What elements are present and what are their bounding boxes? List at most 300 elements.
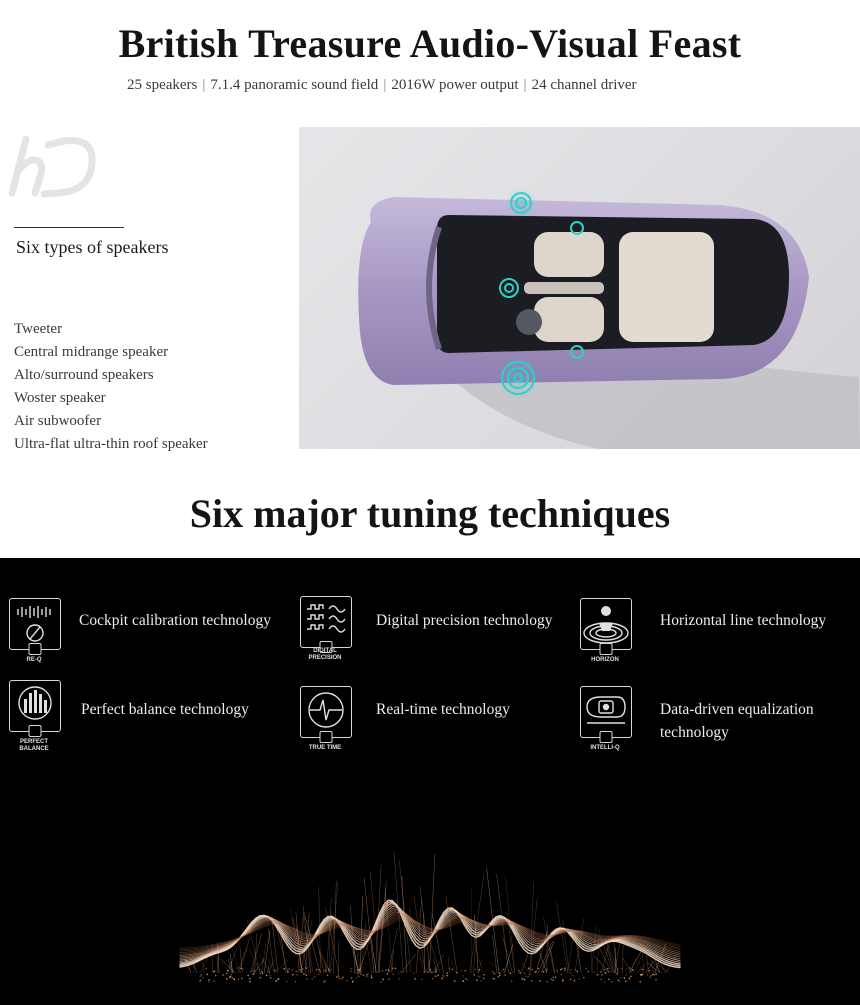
wave-dot bbox=[483, 974, 485, 976]
wave-dot bbox=[561, 968, 563, 970]
wave-dot bbox=[629, 977, 631, 979]
intelli-q-icon bbox=[580, 686, 632, 738]
wave-dot bbox=[601, 974, 603, 976]
wave-dot bbox=[499, 973, 501, 975]
wave-dot bbox=[318, 969, 320, 971]
wave-dot bbox=[400, 971, 402, 973]
wave-dot bbox=[447, 972, 449, 974]
wave-dot bbox=[249, 978, 251, 980]
list-item: Air subwoofer bbox=[14, 413, 102, 429]
re-q-icon bbox=[9, 598, 61, 650]
wave-dot bbox=[414, 978, 416, 980]
wave-dot bbox=[525, 975, 527, 977]
wave-dot bbox=[619, 980, 621, 982]
wave-spike bbox=[421, 957, 428, 973]
wave-dot bbox=[574, 980, 576, 982]
wave-dot bbox=[492, 971, 494, 973]
wave-dot bbox=[604, 981, 606, 983]
wave-spike bbox=[238, 937, 251, 973]
wave-dot bbox=[519, 972, 521, 974]
wave-dot bbox=[283, 968, 285, 970]
wave-dot bbox=[575, 969, 577, 971]
wave-dot bbox=[358, 976, 360, 978]
wave-dot bbox=[241, 978, 243, 980]
wave-dot bbox=[593, 971, 595, 973]
wave-spike bbox=[250, 962, 259, 973]
wave-dot bbox=[543, 971, 545, 973]
wave-dot bbox=[366, 974, 368, 976]
wave-dot bbox=[338, 976, 340, 978]
wave-spike bbox=[379, 888, 386, 973]
wave-spike bbox=[530, 882, 533, 973]
wave-dot bbox=[570, 969, 572, 971]
section-title: Six major tuning techniques bbox=[189, 491, 671, 536]
wave-spike bbox=[401, 954, 415, 973]
wave-dot bbox=[650, 976, 652, 978]
wave-dot bbox=[642, 969, 644, 971]
wave-dot bbox=[555, 976, 557, 978]
wave-dot bbox=[476, 979, 478, 981]
tech-name: Perfect balance technology bbox=[81, 701, 249, 718]
wave-dot bbox=[437, 975, 439, 977]
wave-dot bbox=[432, 978, 434, 980]
wave-dot bbox=[269, 971, 271, 973]
wave-spike bbox=[228, 945, 238, 973]
wave-dot bbox=[350, 970, 352, 972]
wave-dot bbox=[603, 969, 605, 971]
wave-dot bbox=[226, 972, 228, 974]
badge-icon bbox=[29, 725, 42, 737]
wave-dot bbox=[528, 968, 530, 970]
wave-dot bbox=[324, 980, 326, 982]
wave-dot bbox=[208, 979, 210, 981]
wave-dot bbox=[456, 972, 458, 974]
wave-dot bbox=[270, 974, 272, 976]
wave-dot bbox=[262, 973, 264, 975]
wave-dot bbox=[352, 981, 354, 983]
wave-dot bbox=[338, 978, 340, 980]
wave-dot bbox=[357, 973, 359, 975]
list-item: Tweeter bbox=[14, 321, 63, 337]
wave-dot bbox=[522, 978, 524, 980]
wave-dot bbox=[611, 981, 613, 983]
wave-dot bbox=[237, 967, 239, 969]
wave-dot bbox=[227, 970, 229, 972]
badge-icon bbox=[600, 731, 613, 743]
wave-dot bbox=[641, 974, 643, 976]
wave-dot bbox=[328, 969, 330, 971]
wave-dot bbox=[626, 968, 628, 970]
wave-dot bbox=[287, 969, 289, 971]
icon-label: DIGITAL PRECISION bbox=[308, 648, 342, 661]
icon-label: INTELLI-Q bbox=[590, 745, 620, 751]
wave-dot bbox=[387, 973, 389, 975]
icon-label: TRUE TIME bbox=[308, 745, 342, 751]
wave-dot bbox=[479, 976, 481, 978]
wave-dot bbox=[213, 971, 215, 973]
wave-dot bbox=[552, 979, 554, 981]
wave-spike bbox=[665, 955, 676, 973]
wave-dot bbox=[288, 968, 290, 970]
wave-dot bbox=[275, 980, 277, 982]
wave-spike bbox=[349, 931, 359, 973]
wave-dot bbox=[231, 974, 233, 976]
wave-dot bbox=[652, 974, 654, 976]
wave-dot bbox=[229, 977, 231, 979]
wave-dot bbox=[302, 968, 304, 970]
wave-dot bbox=[624, 977, 626, 979]
spec-sound-field: 7.1.4 panoramic sound field bbox=[210, 77, 379, 93]
tech-name: Cockpit calibration technology bbox=[79, 612, 271, 629]
wave-dot bbox=[215, 975, 217, 977]
wave-spike bbox=[448, 957, 449, 973]
wave-dot bbox=[625, 974, 627, 976]
wave-spike bbox=[338, 941, 339, 973]
tech-name: Data-driven equalization technology bbox=[660, 701, 814, 741]
wave-dot bbox=[539, 980, 541, 982]
wave-dot bbox=[247, 975, 249, 977]
wave-dot bbox=[357, 969, 359, 971]
wave-dot bbox=[206, 974, 208, 976]
wave-dot bbox=[327, 975, 329, 977]
wave-dot bbox=[518, 970, 520, 972]
wave-dot bbox=[605, 972, 607, 974]
wave-dot bbox=[451, 968, 453, 970]
wave-dot bbox=[206, 968, 208, 970]
wave-spike bbox=[367, 947, 371, 973]
wave-dot bbox=[625, 980, 627, 982]
horizon-icon bbox=[580, 598, 632, 650]
wave-dot bbox=[331, 969, 333, 971]
wave-dot bbox=[504, 974, 506, 976]
speaker-types-heading: Six types of speakers bbox=[16, 237, 169, 257]
wave-dot bbox=[242, 968, 244, 970]
wave-spike bbox=[651, 963, 653, 973]
wave-dot bbox=[274, 970, 276, 972]
wave-spike bbox=[567, 936, 573, 973]
wave-dot bbox=[338, 974, 340, 976]
badge-icon bbox=[320, 731, 333, 743]
wave-dot bbox=[363, 975, 365, 977]
wave-dot bbox=[557, 971, 559, 973]
wave-dot bbox=[436, 969, 438, 971]
icon-label: RE-Q bbox=[26, 657, 42, 663]
wave-dot bbox=[398, 973, 400, 975]
wave-dot bbox=[380, 981, 382, 983]
wave-dot bbox=[325, 970, 327, 972]
wave-dot bbox=[649, 970, 651, 972]
wave-dot bbox=[597, 974, 599, 976]
wave-dot bbox=[607, 968, 609, 970]
sound-waveform-graphic bbox=[0, 808, 860, 1005]
wave-dot bbox=[538, 968, 540, 970]
wave-dot bbox=[303, 973, 305, 975]
wave-dot bbox=[503, 969, 505, 971]
icon-label: HORIZON bbox=[591, 657, 619, 663]
wave-dot bbox=[323, 981, 325, 983]
wave-dot bbox=[465, 978, 467, 980]
wave-dot bbox=[441, 979, 443, 981]
wave-spike bbox=[429, 854, 434, 973]
wave-dot bbox=[572, 975, 574, 977]
wave-dot bbox=[360, 973, 362, 975]
wave-dot bbox=[199, 980, 201, 982]
badge-icon bbox=[600, 643, 613, 655]
wave-dot bbox=[231, 977, 233, 979]
wave-dot bbox=[546, 981, 548, 983]
wave-dot bbox=[318, 974, 320, 976]
wave-dot bbox=[201, 974, 203, 976]
wave-dot bbox=[461, 970, 463, 972]
wave-spike bbox=[595, 956, 610, 973]
wave-dot bbox=[429, 969, 431, 971]
wave-dot bbox=[427, 971, 429, 973]
wave-dot bbox=[480, 980, 482, 982]
wave-dot bbox=[261, 971, 263, 973]
wave-dot bbox=[370, 975, 372, 977]
wave-dot bbox=[306, 978, 308, 980]
wave-dot bbox=[435, 968, 437, 970]
wave-dot bbox=[524, 972, 526, 974]
list-item: Central midrange speaker bbox=[14, 344, 169, 360]
wave-dot bbox=[252, 973, 254, 975]
wave-dot bbox=[534, 971, 536, 973]
wave-dot bbox=[431, 972, 433, 974]
wave-dot bbox=[441, 977, 443, 979]
wave-dot bbox=[562, 979, 564, 981]
wave-dot bbox=[639, 981, 641, 983]
speaker-list bbox=[14, 318, 208, 456]
spec-channels: 24 channel driver bbox=[531, 77, 637, 93]
wave-dot bbox=[607, 971, 609, 973]
wave-dot bbox=[474, 969, 476, 971]
wave-dot bbox=[356, 977, 358, 979]
wave-dot bbox=[443, 976, 445, 978]
wave-dot bbox=[561, 974, 563, 976]
wave-dot bbox=[398, 978, 400, 980]
wave-dot bbox=[620, 977, 622, 979]
wave-dot bbox=[320, 971, 322, 973]
wave-dot bbox=[252, 970, 254, 972]
wave-dot bbox=[608, 978, 610, 980]
spec-line: 25 speakers | 7.1.4 panoramic sound field | 2016W power output | 24 channel driver bbox=[127, 77, 637, 93]
wave-dot bbox=[222, 974, 224, 976]
wave-dot bbox=[527, 976, 529, 978]
wave-dot bbox=[367, 973, 369, 975]
wave-dot bbox=[371, 976, 373, 978]
wave-dot bbox=[278, 978, 280, 980]
wave-dot bbox=[435, 971, 437, 973]
wave-dot bbox=[424, 971, 426, 973]
page-title: British Treasure Audio-Visual Feast bbox=[118, 21, 742, 66]
wave-spike bbox=[388, 928, 398, 973]
spec-speakers: 25 speakers bbox=[127, 77, 198, 93]
wave-dot bbox=[382, 970, 384, 972]
wave-dot bbox=[202, 977, 204, 979]
wave-spike bbox=[503, 936, 513, 973]
wave-dot bbox=[449, 968, 451, 970]
wave-dot bbox=[462, 980, 464, 982]
wave-dot bbox=[511, 980, 513, 982]
wave-spike bbox=[556, 901, 568, 973]
tech-name: Real-time technology bbox=[376, 701, 510, 718]
wave-dot bbox=[296, 971, 298, 973]
wave-dot bbox=[259, 969, 261, 971]
wave-dot bbox=[552, 976, 554, 978]
wave-dot bbox=[292, 974, 294, 976]
wave-dot bbox=[270, 977, 272, 979]
spec-power: 2016W power output bbox=[391, 77, 519, 93]
wave-dot bbox=[341, 978, 343, 980]
wave-dot bbox=[631, 969, 633, 971]
wave-dot bbox=[462, 975, 464, 977]
wave-dot bbox=[385, 970, 387, 972]
wave-dot bbox=[336, 976, 338, 978]
wave-dot bbox=[529, 974, 531, 976]
wave-dot bbox=[600, 971, 602, 973]
wave-dot bbox=[647, 974, 649, 976]
wave-dot bbox=[578, 978, 580, 980]
wave-dot bbox=[583, 977, 585, 979]
wave-dot bbox=[392, 967, 394, 969]
wave-dot bbox=[477, 975, 479, 977]
wave-spike bbox=[409, 908, 424, 973]
wave-dot bbox=[655, 979, 657, 981]
wave-dot bbox=[483, 978, 485, 980]
wave-dot bbox=[494, 973, 496, 975]
wave-dot bbox=[556, 969, 558, 971]
wave-dot bbox=[564, 969, 566, 971]
wave-dot bbox=[266, 975, 268, 977]
digital-precision-icon bbox=[300, 596, 352, 648]
wave-dot bbox=[234, 979, 236, 981]
wave-dot bbox=[358, 969, 360, 971]
wave-dot bbox=[587, 971, 589, 973]
wave-dot bbox=[531, 980, 533, 982]
wave-dot bbox=[560, 969, 562, 971]
list-item: Woster speaker bbox=[14, 390, 106, 406]
car-speaker-layout-image bbox=[299, 127, 860, 449]
wave-dot bbox=[454, 980, 456, 982]
wave-dot bbox=[655, 973, 657, 975]
wave-dot bbox=[570, 979, 572, 981]
divider bbox=[14, 227, 124, 228]
wave-dot bbox=[395, 968, 397, 970]
wave-dot bbox=[350, 968, 352, 970]
wave-dot bbox=[254, 970, 256, 972]
icon-label: PERFECT BALANCE bbox=[19, 739, 49, 752]
wave-dot bbox=[629, 967, 631, 969]
wave-spike bbox=[302, 917, 313, 973]
wave-dot bbox=[473, 974, 475, 976]
wave-spike bbox=[522, 962, 530, 973]
wave-dot bbox=[550, 978, 552, 980]
wave-dot bbox=[388, 970, 390, 972]
true-time-icon bbox=[300, 686, 352, 738]
wave-dot bbox=[306, 974, 308, 976]
wave-dot bbox=[240, 967, 242, 969]
wave-dot bbox=[342, 976, 344, 978]
wave-dot bbox=[359, 967, 361, 969]
wave-dot bbox=[465, 970, 467, 972]
wave-dot bbox=[650, 974, 652, 976]
hd-logo-icon bbox=[4, 133, 100, 199]
wave-spike bbox=[490, 962, 504, 973]
wave-dot bbox=[467, 979, 469, 981]
wave-dot bbox=[299, 969, 301, 971]
wave-dot bbox=[498, 976, 500, 978]
wave-dot bbox=[316, 969, 318, 971]
wave-dot bbox=[296, 974, 298, 976]
wave-dot bbox=[531, 969, 533, 971]
wave-dot bbox=[492, 978, 494, 980]
wave-dot bbox=[295, 981, 297, 983]
wave-dot bbox=[388, 969, 390, 971]
wave-dot bbox=[292, 969, 294, 971]
list-item: Ultra-flat ultra-thin roof speaker bbox=[14, 436, 208, 452]
wave-dot bbox=[208, 981, 210, 983]
wave-dot bbox=[259, 972, 261, 974]
wave-dot bbox=[200, 975, 202, 977]
wave-dot bbox=[311, 978, 313, 980]
wave-dot bbox=[226, 978, 228, 980]
wave-dot bbox=[570, 972, 572, 974]
wave-dot bbox=[392, 974, 394, 976]
badge-icon bbox=[29, 643, 42, 655]
wave-dot bbox=[616, 973, 618, 975]
wave-dot bbox=[510, 972, 512, 974]
wave-dot bbox=[564, 967, 566, 969]
wave-dot bbox=[328, 967, 330, 969]
wave-dot bbox=[617, 979, 619, 981]
wave-dot bbox=[346, 980, 348, 982]
wave-dot bbox=[585, 968, 587, 970]
wave-dot bbox=[309, 974, 311, 976]
wave-dot bbox=[388, 978, 390, 980]
wave-dot bbox=[213, 980, 215, 982]
wave-dot bbox=[354, 972, 356, 974]
wave-dot bbox=[499, 975, 501, 977]
car-glass-roof bbox=[437, 215, 789, 353]
wave-dot bbox=[366, 976, 368, 978]
wave-dot bbox=[382, 979, 384, 981]
wave-dot bbox=[305, 967, 307, 969]
wave-dot bbox=[601, 979, 603, 981]
wave-dot bbox=[435, 975, 437, 977]
wave-dot bbox=[260, 977, 262, 979]
tuning-panel bbox=[0, 558, 860, 1005]
wave-dot bbox=[617, 968, 619, 970]
wave-dot bbox=[351, 977, 353, 979]
tech-name: Digital precision technology bbox=[376, 612, 553, 629]
wave-dot bbox=[421, 979, 423, 981]
perfect-balance-icon bbox=[9, 680, 61, 732]
wave-dot bbox=[479, 969, 481, 971]
wave-spike bbox=[550, 948, 555, 973]
wave-dot bbox=[546, 969, 548, 971]
list-item: Alto/surround speakers bbox=[14, 367, 154, 383]
wave-dot bbox=[413, 972, 415, 974]
wave-dot bbox=[576, 971, 578, 973]
wave-dot bbox=[286, 981, 288, 983]
wave-spike bbox=[327, 898, 332, 973]
wave-spike bbox=[261, 942, 266, 973]
wave-dot bbox=[446, 975, 448, 977]
wave-dot bbox=[524, 979, 526, 981]
wave-dot bbox=[654, 974, 656, 976]
wave-dot bbox=[249, 981, 251, 983]
wave-dot bbox=[238, 978, 240, 980]
